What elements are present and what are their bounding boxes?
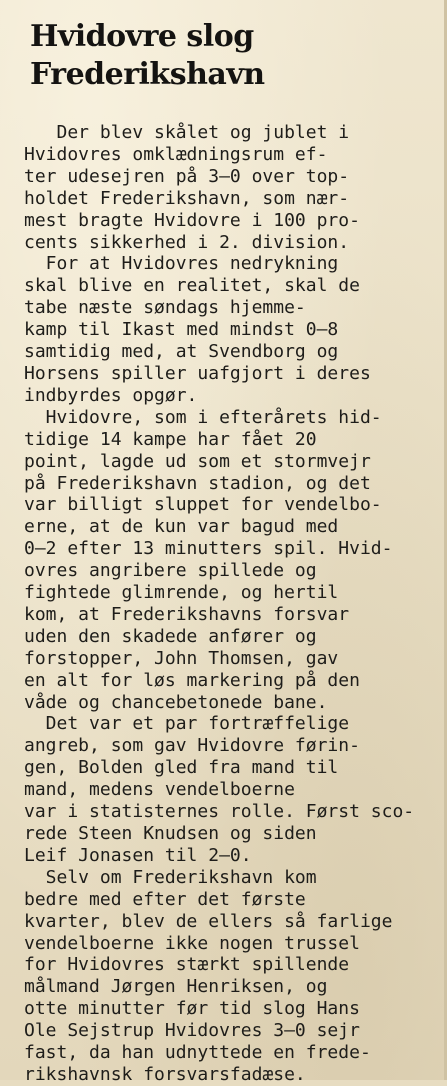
headline-line-2: Frederikshavn — [30, 57, 265, 92]
article-paragraph — [24, 253, 430, 406]
text-line: kamp til Ikast med mindst 0—8 — [24, 319, 339, 341]
text-line: Der blev skålet og jublet i — [24, 122, 350, 143]
text-line: mest bragte Hvidovre i 100 pro- — [24, 209, 360, 231]
text-line: point, lagde ud som et stormvejr — [24, 450, 371, 472]
text-line: kvarter, blev de ellers så farlige — [24, 910, 393, 932]
text-line: Horsens spiller uafgjort i deres — [24, 362, 371, 384]
text-line: en alt for løs markering på den — [24, 669, 360, 691]
article-paragraph — [24, 407, 430, 714]
article-paragraph — [24, 867, 430, 1086]
text-line: cents sikkerhed i 2. division. — [24, 231, 350, 253]
headline-line-1: Hvidovre slog — [30, 19, 254, 54]
text-line: for Hvidovres stærkt spillende — [24, 954, 350, 976]
text-line: rikshavnsk forsvarsfadæse. — [24, 1063, 306, 1085]
text-line: Selv om Frederikshavn kom — [24, 866, 317, 888]
text-line: fightede glimrende, og hertil — [24, 582, 339, 604]
text-line: For at Hvidovres nedrykning — [24, 253, 339, 275]
text-line: tabe næste søndags hjemme- — [24, 297, 306, 319]
article-paragraph — [24, 713, 430, 866]
text-line: Det var et par fortræffelige — [24, 713, 350, 735]
headline — [30, 18, 430, 94]
text-line: erne, at de kun var bagud med — [24, 516, 339, 538]
text-line: forstopper, John Thomsen, gav — [24, 647, 339, 669]
text-line: samtidig med, at Svendborg og — [24, 341, 339, 363]
text-line: Ole Sejstrup Hvidovres 3—0 sejr — [24, 1020, 360, 1042]
text-line: Leif Jonasen til 2—0. — [24, 844, 252, 866]
text-line: indbyrdes opgør. — [24, 384, 198, 406]
text-line: holdet Frederikshavn, som nær- — [24, 187, 350, 209]
text-line: var i statisternes rolle. Først sco- — [24, 801, 415, 823]
text-line: fast, da han udnyttede en frede- — [24, 1042, 371, 1064]
text-line: mand, medens vendelboerne — [24, 779, 295, 801]
text-line: på Frederikshavn stadion, og det — [24, 472, 371, 494]
text-line: bedre med efter det første — [24, 888, 306, 910]
text-line: gen, Bolden gled fra mand til — [24, 757, 339, 779]
text-line: målmand Jørgen Henriksen, og — [24, 976, 328, 998]
text-line: 0—2 efter 13 minutters spil. Hvid- — [24, 538, 393, 560]
text-line: ter udesejren på 3—0 over top- — [24, 165, 350, 187]
text-line: skal blive en realitet, skal de — [24, 275, 360, 297]
text-line: otte minutter før tid slog Hans — [24, 998, 360, 1020]
text-line: vendelboerne ikke nogen trussel — [24, 932, 360, 954]
text-line: uden den skadede anfører og — [24, 625, 317, 647]
text-line: angreb, som gav Hvidovre førin- — [24, 735, 360, 757]
text-line: Hvidovres omklædningsrum ef- — [24, 143, 328, 165]
text-line: tidige 14 kampe har fået 20 — [24, 428, 317, 450]
text-line: var billigt sluppet for vendelbo- — [24, 494, 382, 516]
text-line: rede Steen Knudsen og siden — [24, 823, 317, 844]
text-line: kom, at Frederikshavns forsvar — [24, 603, 350, 625]
text-line: Hvidovre, som i efterårets hid- — [24, 406, 382, 428]
text-line: våde og chancebetonede bane. — [24, 691, 328, 713]
article-paragraph — [24, 122, 430, 253]
article-body — [24, 122, 430, 1086]
text-line: ovres angribere spillede og — [24, 560, 317, 582]
